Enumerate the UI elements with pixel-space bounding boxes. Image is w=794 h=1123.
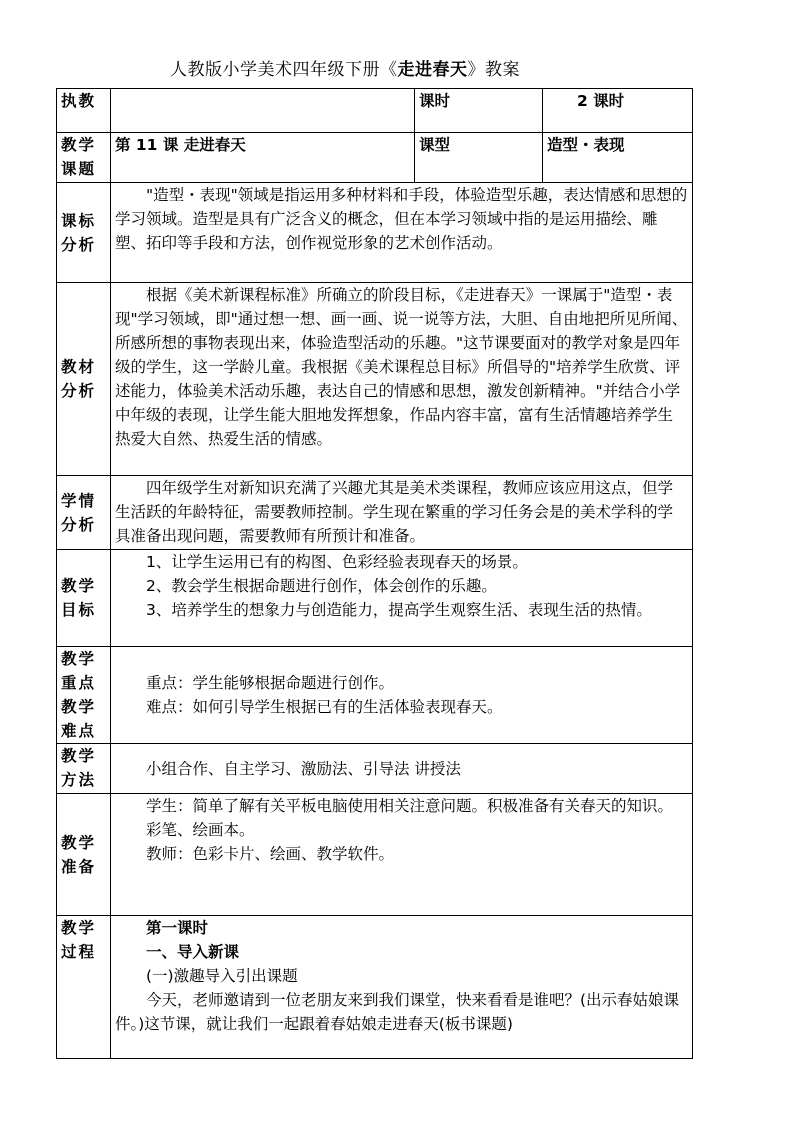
label-methods-line2: 方法 <box>61 771 97 789</box>
label-key-points <box>57 647 111 744</box>
goal-item: 3、培养学生的想象力与创造能力，提高学生观察生活、表现生活的热情。 <box>146 601 652 619</box>
label-methods <box>57 744 111 794</box>
row-preparation <box>57 794 693 916</box>
topic-value: 第 11 课 走进春天 <box>111 133 415 183</box>
curriculum-cell <box>111 183 693 283</box>
students-text: 四年级学生对新知识充满了兴趣尤其是美术类课程，教师应该应用这点，但学生活跃的年龄特征，需要教师控制。学生现在繁重的学习任务会是的美术学科的学具准备出现问题，需要教师有所预计和准备。 <box>115 479 674 545</box>
title-prefix: 人教版小学美术四年级下册《 <box>170 60 398 80</box>
label-goals-line1: 教学 <box>61 577 97 595</box>
label-prep-line1: 教学 <box>61 833 97 852</box>
label-material-line2: 分析 <box>61 382 97 400</box>
goal-item: 2、教会学生根据命题进行创作，体会创作的乐趣。 <box>146 577 497 595</box>
row-process <box>57 916 693 1059</box>
label-topic <box>57 133 111 183</box>
label-period: 课时 <box>415 89 543 133</box>
label-key-line4: 难点 <box>61 722 97 740</box>
label-material <box>57 283 111 476</box>
label-process-line1: 教学 <box>61 919 97 937</box>
process-sub-heading: (一)激趣导入引出课题 <box>146 967 298 985</box>
row-curriculum <box>57 183 693 283</box>
prep-student-text: 学生：简单了解有关平板电脑使用相关注意问题。积极准备有关春天的知识。 <box>146 797 674 815</box>
label-curriculum-line1: 课标 <box>61 211 97 230</box>
label-goals-line2: 目标 <box>61 601 97 619</box>
label-key-line1: 教学 <box>61 650 97 668</box>
type-value: 造型・表现 <box>543 133 693 183</box>
label-preparation <box>57 794 111 916</box>
row-topic <box>57 133 693 183</box>
students-cell <box>111 476 693 550</box>
label-process-line2: 过程 <box>61 943 97 961</box>
title-lesson-name: 走进春天 <box>397 60 468 80</box>
label-curriculum <box>57 183 111 283</box>
label-students-line2: 分析 <box>61 515 97 534</box>
key-point-text: 重点：学生能够根据命题进行创作。 <box>146 674 395 692</box>
process-cell <box>111 916 693 1059</box>
methods-cell <box>111 744 693 794</box>
label-topic-line2: 课题 <box>61 160 97 178</box>
label-prep-line2: 准备 <box>61 857 97 876</box>
label-curriculum-line2: 分析 <box>61 235 97 254</box>
lesson-plan-table <box>56 88 693 1059</box>
goals-cell <box>111 550 693 647</box>
label-goals <box>57 550 111 647</box>
curriculum-text: "造型・表现"领域是指运用多种材料和手段，体验造型乐趣，表达情感和思想的学习领域。造型是具有广泛含义的概念，但在本学习领域中指的是运用描绘、雕塑、拓印等手段和方法，创作视觉形象的艺术创作活动。 <box>115 186 688 252</box>
teacher-value <box>111 89 415 133</box>
key-points-cell <box>111 647 693 744</box>
period-value: 2 课时 <box>543 89 693 133</box>
preparation-cell <box>111 794 693 916</box>
label-process <box>57 916 111 1059</box>
label-students-line1: 学情 <box>61 491 97 510</box>
row-students <box>57 476 693 550</box>
material-text: 根据《美术新课程标准》所确立的阶段目标，《走进春天》一课属于"造型・表现"学习领域，即"通过想一想、画一画、说一说等方法，大胆、自由地把所见所闻、所感所想的事物表现出来，体验造型活动的乐趣。"这节课要面对的教学对象是四年级的学生，这一学龄儿童。我根据《美术课程总目标》所倡导的"培养学生欣赏、评述能力，体验美术活动乐趣，表达自己的情感和思想，激发创新精神。"并结合小学中年级的表现，让学生能大胆地发挥想象，作品内容丰富，富有生活情趣培养学生热爱大自然、热爱生活的情感。 <box>115 286 688 448</box>
label-students <box>57 476 111 550</box>
row-teacher <box>57 89 693 133</box>
goal-item: 1、让学生运用已有的构图、色彩经验表现春天的场景。 <box>146 553 528 571</box>
label-type: 课型 <box>415 133 543 183</box>
row-material <box>57 283 693 476</box>
label-key-line3: 教学 <box>61 698 97 716</box>
methods-text: 小组合作、自主学习、激励法、引导法 讲授法 <box>146 759 461 778</box>
difficulty-text: 难点：如何引导学生根据已有的生活体验表现春天。 <box>146 698 503 716</box>
label-material-line1: 教材 <box>61 358 97 376</box>
label-key-line2: 重点 <box>61 674 97 692</box>
label-teacher: 执教 <box>57 89 111 133</box>
row-key-points <box>57 647 693 744</box>
label-topic-line1: 教学 <box>61 136 97 154</box>
process-part-heading: 一、导入新课 <box>146 943 240 961</box>
document-title <box>0 55 690 80</box>
row-methods <box>57 744 693 794</box>
row-goals <box>57 550 693 647</box>
prep-teacher-text: 教师：色彩卡片、绘画、教学软件。 <box>146 845 395 863</box>
label-methods-line1: 教学 <box>61 747 97 765</box>
prep-tools-text: 彩笔、绘画本。 <box>146 821 255 839</box>
process-paragraph: 今天，老师邀请到一位老朋友来到我们课堂，快来看看是谁吧？(出示春姑娘课件。)这节课，就让我们一起跟着春姑娘走进春天(板书课题) <box>115 991 680 1033</box>
process-lesson-heading: 第一课时 <box>146 919 209 937</box>
title-suffix: 》教案 <box>467 60 520 80</box>
material-cell <box>111 283 693 476</box>
